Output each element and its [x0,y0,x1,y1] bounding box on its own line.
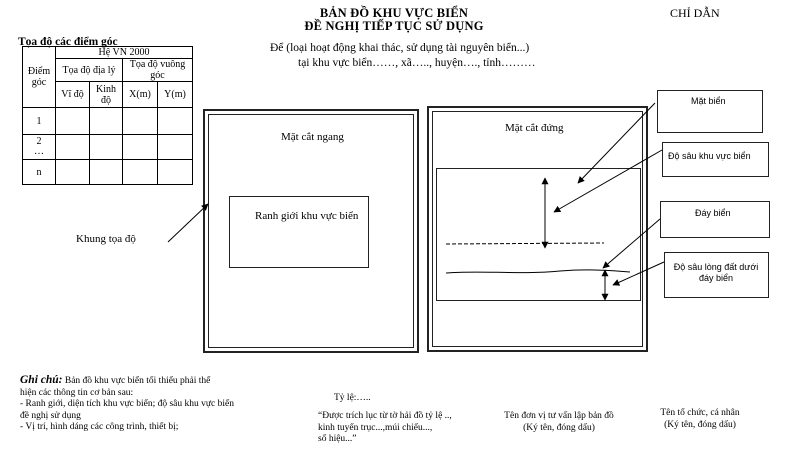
consultant-signature [484,411,634,434]
note-line-4: đề nghị sử dụng [20,410,81,421]
organization-signature [640,408,760,431]
legend-heading: CHỈ DẪN [670,6,720,20]
vertical-section-label: Mặt cắt đứng [505,122,564,134]
legend-depth-label: Độ sâu khu vực biển [668,151,751,161]
consultant-line-1: Tên đơn vị tư vấn lập bản đồ [504,411,614,421]
legend-subsoil-label: Độ sâu lòng đất dưới đáy biển [673,262,759,283]
surface-pointer-arrow [578,103,655,183]
lon-header: Kinh độ [90,82,123,108]
extract-line-2: kinh tuyến trục...,múi chiếu..., [318,422,433,433]
purpose-line-2: tại khu vực biển……, xã….., huyện…., tỉnh……… [298,57,536,69]
table-row-label: n [23,160,56,185]
depth-pointer-arrow [554,150,662,212]
geo-coords-header: Tọa độ địa lý [56,59,123,82]
map-title: BẢN ĐỒ KHU VỰC BIỂN [319,6,469,20]
system-header: Hệ VN 2000 [56,47,193,59]
org-line-1: Tên tổ chức, cá nhân [660,408,740,418]
lat-header: Vĩ độ [56,82,90,108]
extract-line-3: số hiệu...” [318,434,357,444]
coords-table-title: Tọa độ các điểm góc [18,36,118,48]
cross-section-label: Mặt cắt ngang [281,131,344,143]
table-row-label: 2 … [23,135,56,160]
consultant-line-2: (Ký tên, đóng dấu) [523,422,595,433]
table-row-label: 1 [23,108,56,135]
purpose-line-1: Để (loại hoạt động khai thác, sử dụng tài nguyên biển...) [270,42,530,54]
scale-label: Tỷ lệ:….. [334,393,371,403]
boundary-label: Ranh giới khu vực biển [255,210,359,222]
y-header: Y(m) [158,82,193,108]
org-line-2: (Ký tên, đóng dấu) [664,419,736,430]
footer-note [20,375,280,434]
note-line-1: Bản đồ khu vực biển tối thiểu phải thể [64,376,211,386]
legend-surface-label: Mặt biển [691,96,726,106]
legend-bottom-label: Đáy biển [695,208,731,218]
note-line-3: - Ranh giới, diện tích khu vực biển; độ sâu khu vực biển [20,399,234,409]
map-subtitle: ĐỀ NGHỊ TIẾP TỤC SỬ DỤNG [304,19,484,33]
note-line-5: - Vị trí, hình dáng các công trình, thiết bị; [20,422,179,432]
note-title: Ghi chú: [20,374,63,386]
bottom-pointer-arrow [603,219,660,268]
note-line-2: hiện các thông tin cơ bản sau: [20,387,134,398]
sea-surface-line [446,243,604,244]
frame-pointer-arrow [168,204,208,242]
coordinate-frame-label: Khung tọa độ [76,233,136,245]
subsoil-pointer-arrow [613,262,664,285]
extract-note [318,411,488,446]
corner-header: Điểm góc [23,47,56,108]
extract-line-1: “Được trích lục từ tờ hải đồ tỷ lệ .., [318,411,452,421]
sea-bottom-line [446,270,630,273]
x-header: X(m) [123,82,158,108]
rect-coords-header: Tọa độ vuông góc [123,59,193,82]
